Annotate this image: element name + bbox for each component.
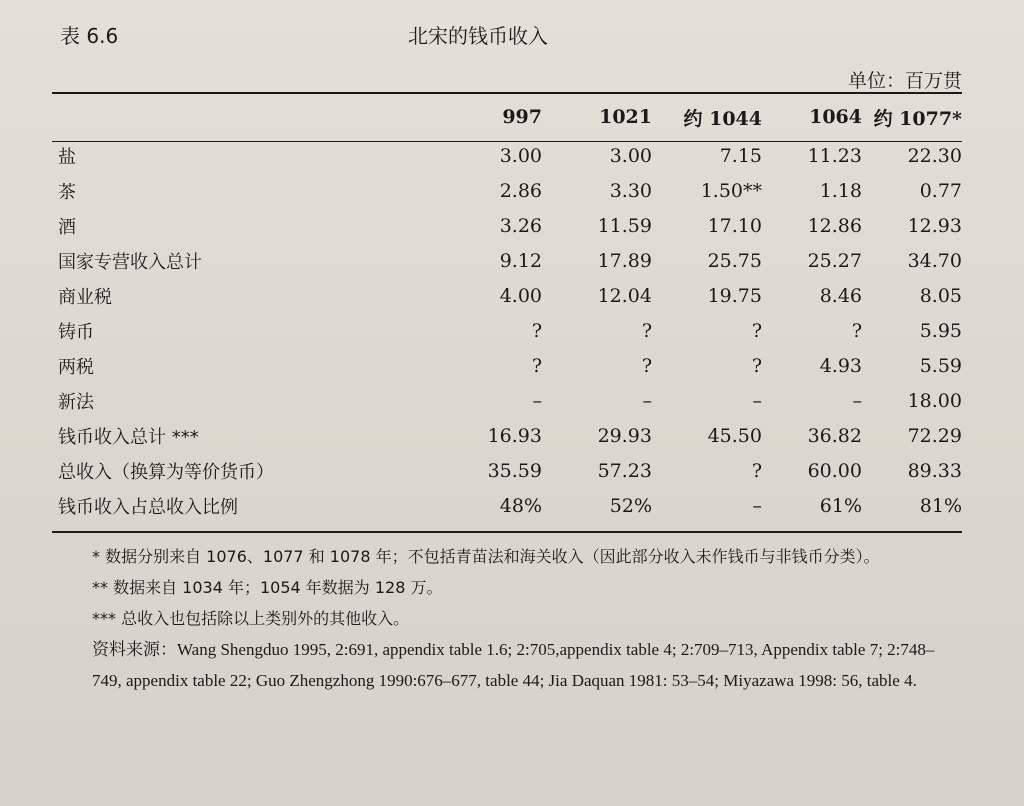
table-cell: 1.18 (819, 179, 862, 202)
table-cell: 25.75 (707, 249, 762, 272)
table-cell: 4.93 (819, 354, 862, 377)
table-cell: 1.50** (700, 179, 762, 202)
row-label: 国家专营收入总计 (58, 251, 202, 273)
table-cell: ? (751, 354, 762, 377)
table-cell: 52% (609, 494, 652, 517)
table-cell: ? (531, 319, 542, 342)
table-cell: ? (851, 319, 862, 342)
unit-label: 单位：百万贯 (847, 70, 962, 92)
table-cell: 35.59 (487, 459, 542, 482)
top-rule (52, 92, 962, 94)
table-cell: 34.70 (907, 249, 962, 272)
table-cell: 9.12 (499, 249, 542, 272)
row-label: 钱币收入总计 *** (58, 426, 199, 448)
column-header: 约 1077* (873, 107, 962, 130)
table-cell: 12.04 (597, 284, 652, 307)
row-label: 总收入（换算为等价货币） (58, 461, 274, 483)
table-title: 北宋的钱币收入 (408, 24, 548, 48)
column-header-blank (52, 96, 432, 138)
table-row (52, 348, 962, 383)
table-row (52, 488, 962, 523)
table-cell: 36.82 (807, 424, 862, 447)
table-cell: ? (641, 354, 652, 377)
table-row (52, 418, 962, 453)
row-label: 茶 (58, 181, 76, 203)
table-label: 表 6.6 (60, 24, 119, 48)
row-label: 钱币收入占总收入比例 (58, 496, 238, 518)
table-cell: 72.29 (907, 424, 962, 447)
table-cell: 29.93 (597, 424, 652, 447)
row-label: 商业税 (58, 286, 112, 308)
source-note: 资料来源：Wang Shengduo 1995, 2:691, appendix table 1.6; 2:705,appendix table 4; 2:709–713, Appendix table 7; 2:748–749, appendix table 22; Guo Zhengzhong 1990:676–677, table 44; Jia Daquan 1981: 53–54; Miyazawa 1998: 56, table 4. (92, 640, 935, 690)
table-cell: – (532, 389, 542, 412)
table-row (52, 278, 962, 313)
table-cell: 11.23 (807, 144, 862, 167)
table-cell: 19.75 (707, 284, 762, 307)
table-cell: 3.30 (609, 179, 652, 202)
table-cell: ? (751, 459, 762, 482)
column-header: 997 (502, 106, 542, 128)
table-cell: 2.86 (499, 179, 542, 202)
column-header: 1064 (809, 106, 862, 128)
table-cell: ? (751, 319, 762, 342)
table-row (52, 208, 962, 243)
revenue-table (52, 96, 962, 523)
table-cell: 17.10 (707, 214, 762, 237)
bottom-rule (52, 531, 962, 533)
table-cell: 5.59 (919, 354, 962, 377)
table-cell: 48% (499, 494, 542, 517)
table-row (52, 173, 962, 208)
row-label: 铸币 (58, 321, 94, 343)
footnote-2: ** 数据来自 1034 年；1054 年数据为 128 万。 (92, 578, 443, 597)
footnote-3: *** 总收入也包括除以上类别外的其他收入。 (92, 609, 410, 628)
row-label: 两税 (58, 356, 94, 378)
table-cell: 57.23 (597, 459, 652, 482)
header-row (52, 96, 962, 138)
column-header: 1021 (599, 106, 652, 128)
table-cell: 11.59 (597, 214, 652, 237)
table-cell: 25.27 (807, 249, 862, 272)
table-cell: – (852, 389, 862, 412)
row-label: 新法 (58, 391, 94, 413)
table-cell: 81% (919, 494, 962, 517)
table-cell: 12.93 (907, 214, 962, 237)
table-cell: 0.77 (919, 179, 962, 202)
table-cell: – (752, 494, 762, 517)
table-cell: 12.86 (807, 214, 862, 237)
table-cell: 3.00 (499, 144, 542, 167)
table-cell: 22.30 (907, 144, 962, 167)
table-notes (52, 541, 952, 696)
table-cell: – (752, 389, 762, 412)
table-row (52, 313, 962, 348)
row-label: 酒 (58, 216, 76, 238)
table-row (52, 243, 962, 278)
table-cell: 61% (819, 494, 862, 517)
table-cell: 18.00 (907, 389, 962, 412)
table-cell: 3.00 (609, 144, 652, 167)
table-cell: 60.00 (807, 459, 862, 482)
footnote-1: * 数据分别来自 1076、1077 和 1078 年；不包括青苗法和海关收入（因此部分收入未作钱币与非钱币分类）。 (92, 547, 880, 566)
table-row (52, 138, 962, 173)
table-cell: ? (531, 354, 542, 377)
table-cell: ? (641, 319, 652, 342)
table-cell: 8.05 (919, 284, 962, 307)
table-cell: 8.46 (819, 284, 862, 307)
table-cell: 16.93 (487, 424, 542, 447)
table-cell: 4.00 (499, 284, 542, 307)
table-row (52, 453, 962, 488)
table-row (52, 383, 962, 418)
table-cell: 5.95 (919, 319, 962, 342)
table-cell: 17.89 (597, 249, 652, 272)
table-cell: 3.26 (499, 214, 542, 237)
row-label: 盐 (58, 146, 76, 168)
table-cell: 89.33 (907, 459, 962, 482)
table-cell: 45.50 (707, 424, 762, 447)
column-header: 约 1044 (683, 107, 762, 130)
table-cell: 7.15 (719, 144, 762, 167)
table-cell: – (642, 389, 652, 412)
